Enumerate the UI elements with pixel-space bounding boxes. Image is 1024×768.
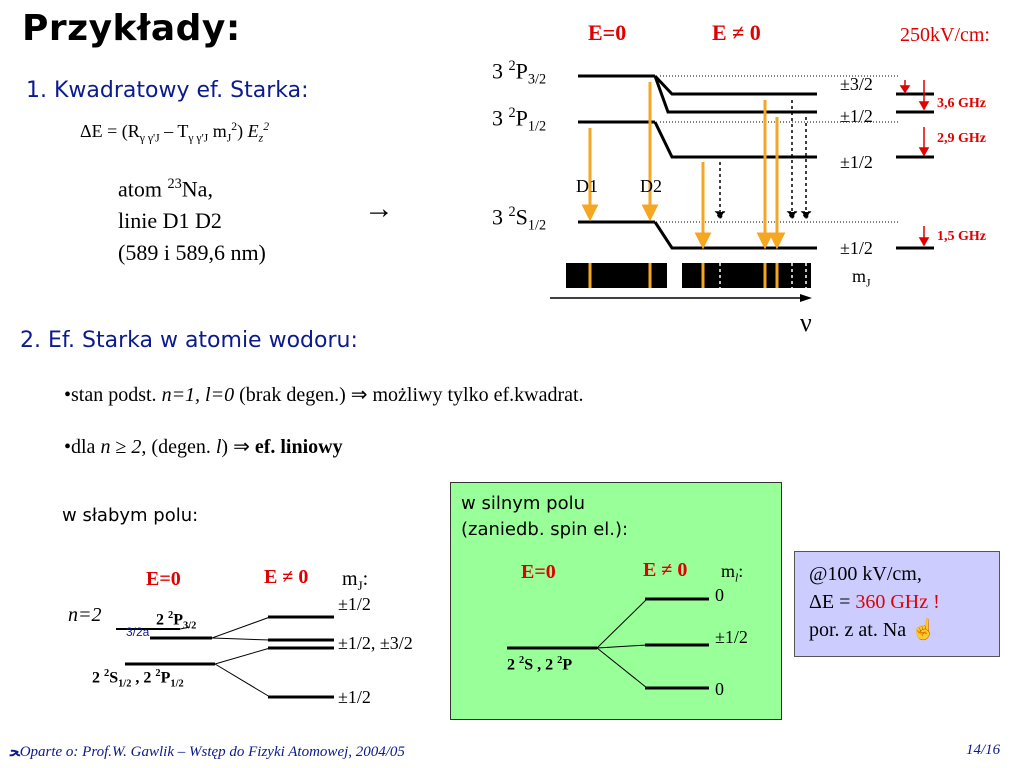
strong-ml-label: $m_l$: xyxy=(721,561,744,585)
splitting-3: 1,5 GHz xyxy=(937,229,986,244)
stark-formula: $\Delta E = (R_{\gamma \gamma'J} - T_{\gamma \gamma'J}$ $m_J^2$) $E_z^2$ xyxy=(80,120,270,145)
weak-n2-label: n=2 xyxy=(68,604,102,626)
strong-level-label: 2 $^2$S , 2 $^2$P xyxy=(507,655,573,674)
section1-heading: 1. Kwadratowy ef. Starka: xyxy=(26,78,309,103)
weak-small-label: 3/2a xyxy=(126,625,150,639)
weak-e-ne-label: E ≠ 0 xyxy=(264,566,309,588)
page-number: 14/16 xyxy=(966,742,1001,758)
d1-e-ne-label: E ≠ 0 xyxy=(712,20,761,45)
weak-mj-label: $m_J$: xyxy=(342,568,369,593)
strong-split-3 xyxy=(597,648,647,688)
weak-value-3: ±1/2 xyxy=(338,687,371,707)
strong-value-1: 0 xyxy=(715,585,724,605)
strong-field-heading: w silnym polu (zaniedb. spin el.): xyxy=(461,493,629,540)
mj-value-2: ±1/2 xyxy=(840,106,873,126)
bullet-degenerate: •dla n ≥ 2, (degen. l) ⇒ ef. liniowy xyxy=(64,436,343,458)
right-arrow-icon: → xyxy=(364,192,394,225)
note-line1: @100 kV/cm, xyxy=(809,563,922,585)
note-line3: por. z at. Na ☝ xyxy=(809,619,937,641)
pointing-hand-icon: ☝ xyxy=(911,619,937,641)
label-3s12: 3 $^2S_{1/2}$ xyxy=(492,204,547,234)
weak-value-1: ±1/2 xyxy=(338,594,371,614)
footer-source: ﺤOparte o: Prof.W. Gawlik – Wstęp do Fizyki Atomowej, 2004/05 xyxy=(10,744,405,760)
strong-field-box xyxy=(450,482,782,720)
atom-description: atom $^{23}$Na, linie D1 D2 (589 i 589,6 nm) xyxy=(118,176,266,266)
d1-e0-label: E=0 xyxy=(588,20,627,45)
weak-split-1 xyxy=(212,617,270,638)
strong-value-3: 0 xyxy=(715,679,724,699)
comparison-note-box xyxy=(794,551,1000,657)
strong-e0-label: E=0 xyxy=(521,561,556,583)
weak-split-2 xyxy=(212,638,270,640)
weak-split-4 xyxy=(215,664,270,697)
note-line2: ΔE = 360 GHz ! xyxy=(809,591,940,613)
weak-s12p12-label: 2 $^2S_{1/2}$ , 2 $^2P_{1/2}$ xyxy=(92,668,184,690)
strong-value-2: ±1/2 xyxy=(715,627,748,647)
weak-value-2: ±1/2, ±3/2 xyxy=(338,633,413,653)
weak-p32-label: 2 $^2P_{3/2}$ xyxy=(156,610,197,632)
mj-value-1: ±3/2 xyxy=(840,74,873,94)
weak-e0-label: E=0 xyxy=(146,568,181,590)
splitting-2: 2,9 GHz xyxy=(937,131,986,146)
bullet-ground-state: •stan podst. n=1, l=0 (brak degen.) ⇒ możliwy tylko ef.kwadrat. xyxy=(64,384,584,406)
weak-split-3 xyxy=(215,648,270,664)
d2-label: D2 xyxy=(640,176,662,196)
strong-split-1 xyxy=(597,599,647,648)
nu-label: ν xyxy=(800,308,812,337)
weak-field-heading: w słabym polu: xyxy=(62,505,199,526)
mj-value-3: ±1/2 xyxy=(840,152,873,172)
section2-heading: 2. Ef. Starka w atomie wodoru: xyxy=(20,328,358,353)
field-label: 250kV/cm: xyxy=(900,24,990,46)
strong-split-2 xyxy=(597,645,647,648)
footer-logo-icon: ﺤ xyxy=(10,744,20,760)
splitting-1: 3,6 GHz xyxy=(937,96,986,111)
strong-e-ne-label: E ≠ 0 xyxy=(643,559,688,581)
d1-label: D1 xyxy=(576,176,598,196)
mj-axis-label: $m_J$ xyxy=(852,266,871,290)
label-3p12: 3 $^2P_{1/2}$ xyxy=(492,105,547,135)
label-3p32: 3 $^2P_{3/2}$ xyxy=(492,58,547,88)
mj-value-4: ±1/2 xyxy=(840,238,873,258)
slide-title: Przykłady: xyxy=(22,8,241,49)
